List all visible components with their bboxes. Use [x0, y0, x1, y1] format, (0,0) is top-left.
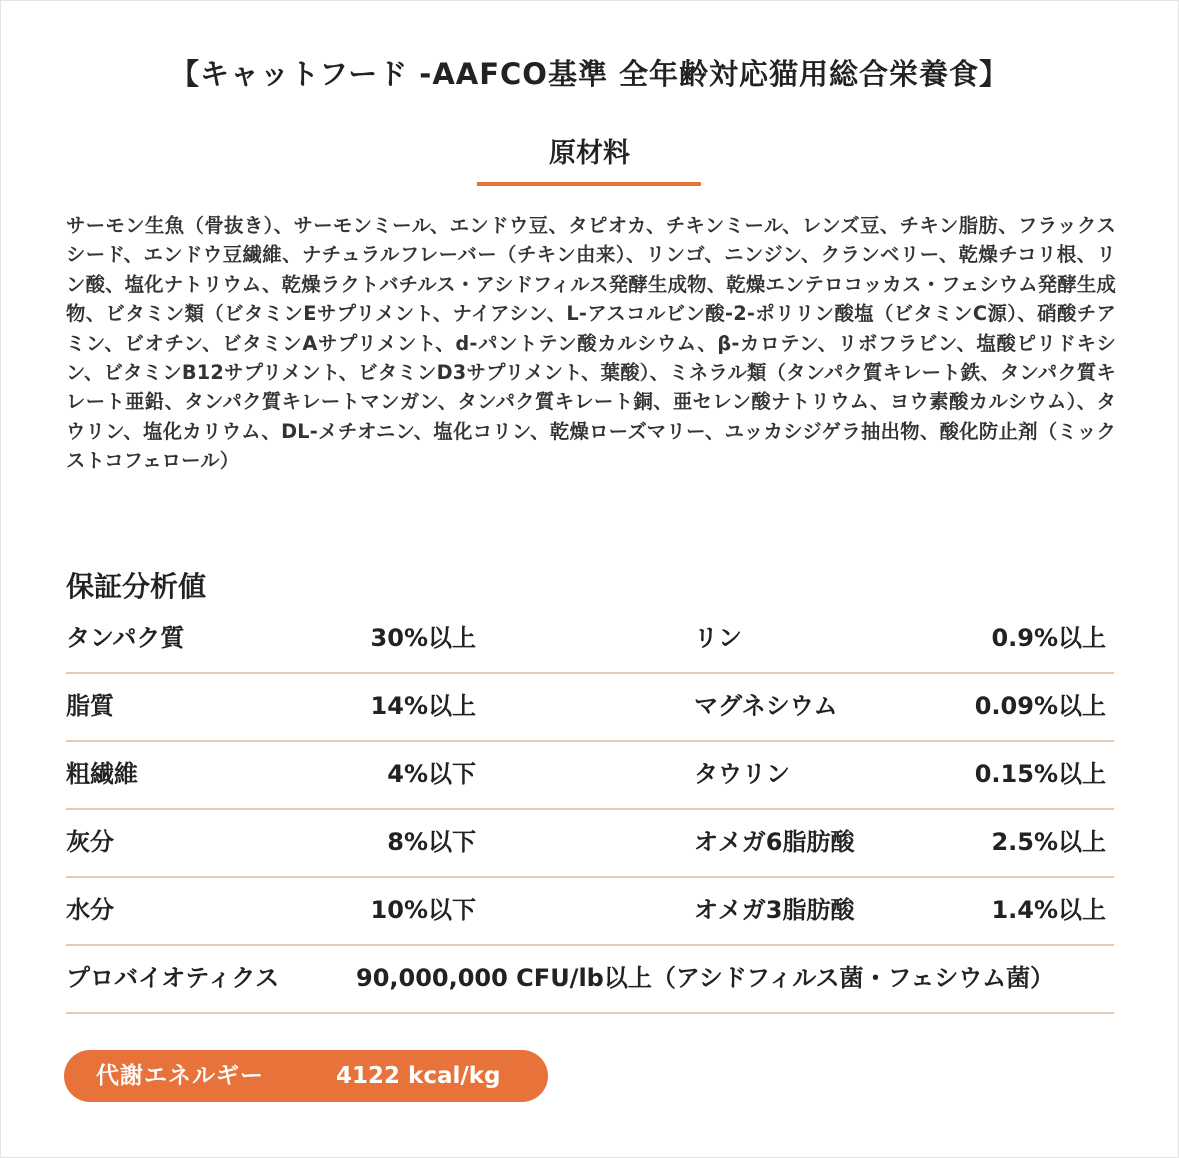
- energy-label: 代謝エネルギー: [96, 1063, 264, 1089]
- page-title: 【キャットフード -AAFCO基準 全年齢対応猫用総合栄養食】: [169, 57, 1010, 91]
- energy-badge: [64, 1050, 548, 1102]
- nutrient-label: 粗繊維: [66, 760, 138, 788]
- nutrient-value: 10%以下: [370, 896, 476, 924]
- nutrient-value: 0.9%以上: [991, 624, 1106, 652]
- table-row-probiotics: [66, 946, 1114, 1014]
- nutrient-label: タンパク質: [66, 624, 185, 652]
- table-row: [66, 742, 1114, 810]
- probiotics-label: プロバイオティクス: [66, 964, 280, 992]
- energy-value: 4122 kcal/kg: [336, 1063, 501, 1089]
- nutrient-label: リン: [694, 624, 742, 652]
- nutrient-value: 2.5%以上: [991, 828, 1106, 856]
- nutrient-value: 1.4%以上: [991, 896, 1106, 924]
- heading-underline: [477, 182, 701, 186]
- nutrient-value: 4%以下: [387, 760, 476, 788]
- nutrient-label: オメガ6脂肪酸: [694, 828, 855, 856]
- nutrient-label: 脂質: [66, 692, 114, 720]
- table-row: [66, 810, 1114, 878]
- nutrient-label: オメガ3脂肪酸: [694, 896, 855, 924]
- table-row: [66, 878, 1114, 946]
- nutrient-value: 30%以上: [370, 624, 476, 652]
- ingredients-heading: 原材料: [549, 138, 630, 169]
- probiotics-value: 90,000,000 CFU/lb以上（アシドフィルス菌・フェシウム菌）: [356, 964, 1055, 992]
- nutrient-value: 0.09%以上: [974, 692, 1106, 720]
- nutrient-value: 0.15%以上: [974, 760, 1106, 788]
- nutrient-value: 8%以下: [387, 828, 476, 856]
- table-row: [66, 606, 1114, 674]
- nutrient-value: 14%以上: [370, 692, 476, 720]
- nutrient-label: 水分: [66, 896, 114, 924]
- nutrient-label: タウリン: [694, 760, 790, 788]
- nutrient-label: 灰分: [66, 828, 114, 856]
- ingredients-list: サーモン生魚（骨抜き）、サーモンミール、エンドウ豆、タピオカ、チキンミール、レンズ豆、チキン脂肪、フラックスシード、エンドウ豆繊維、ナチュラルフレーバー（チキン由来）、リンゴ、ニンジン、クランベリー、乾燥チコリ根、リン酸、塩化ナトリウム、乾燥ラクトバチルス・アシドフィルス発酵生成物、乾燥エンテロコッカス・フェシウム発酵生成物、ビタミン類（ビタミンEサプリメント、ナイアシン、L-アスコルビン酸-2-ポリリン酸塩（ビタミンC源）、硝酸チアミン、ビオチン、ビタミンAサプリメント、d-パントテン酸カルシウム、β-カロテン、リボフラビン、塩酸ピリドキシン、ビタミンB12サプリメント、ビタミンD3サプリメント、葉酸）、ミネラル類（タンパク質キレート鉄、タンパク質キレート亜鉛、タンパク質キレートマンガン、タンパク質キレート銅、亜セレン酸ナトリウム、ヨウ素酸カルシウム）、タウリン、塩化カリウム、DL-メチオニン、塩化コリン、乾燥ローズマリー、ユッカシジゲラ抽出物、酸化防止剤（ミックストコフェロール）: [66, 214, 1116, 473]
- analysis-table: [66, 606, 1114, 1014]
- analysis-heading: 保証分析値: [66, 570, 207, 603]
- table-row: [66, 674, 1114, 742]
- nutrient-label: マグネシウム: [694, 692, 838, 720]
